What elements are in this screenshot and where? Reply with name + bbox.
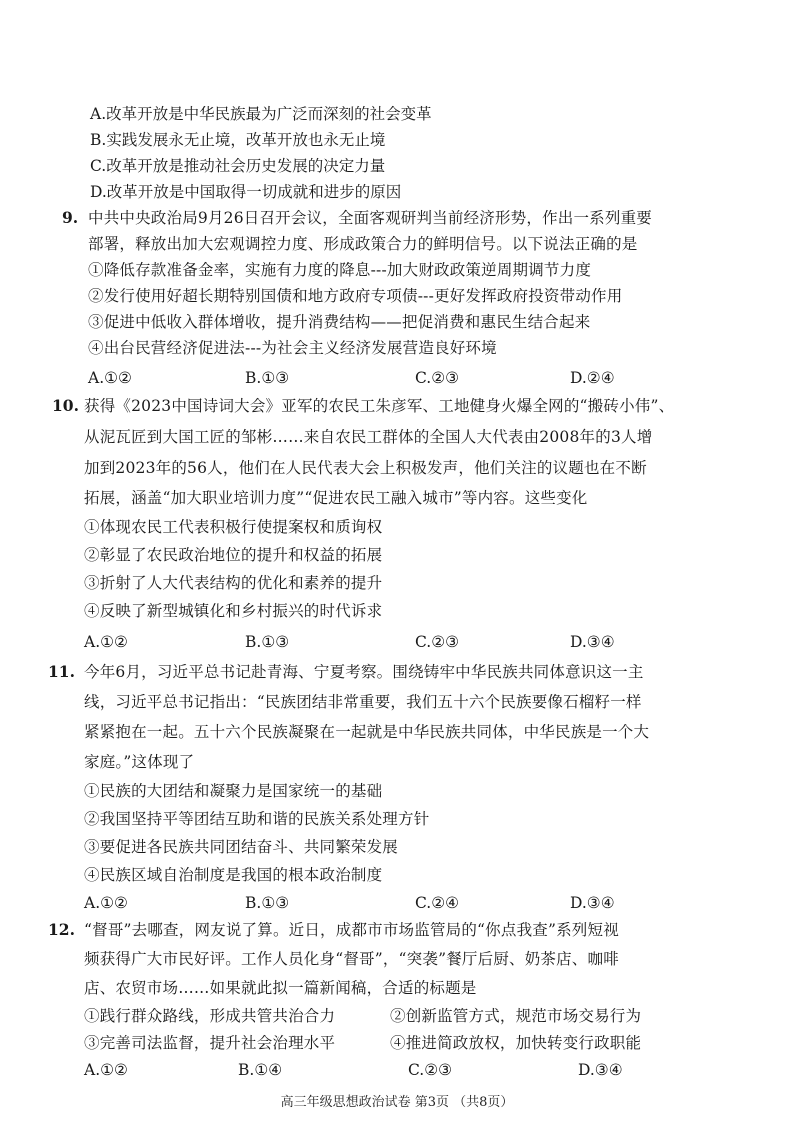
q9-choice-d: D.②④ — [570, 369, 615, 387]
q8-option-b: B.实践发展永无止境，改革开放也永无止境 — [90, 131, 386, 149]
q12-statement-3: ③完善司法监督，提升社会治理水平 — [84, 1034, 336, 1052]
q11-statement-1: ①民族的大团结和凝聚力是国家统一的基础 — [84, 782, 383, 800]
q8-option-d: D.改革开放是中国取得一切成就和进步的原因 — [90, 183, 402, 201]
q9-statement-4: ④出台民营经济促进法---为社会主义经济发展营造良好环境 — [88, 339, 497, 357]
q11-statement-2: ②我国坚持平等团结互助和谐的民族关系处理方针 — [84, 810, 430, 828]
q12-choice-d: D.③④ — [578, 1061, 623, 1079]
q10-stem-line-3: 加到2023年的56人，他们在人民代表大会上积极发声，他们关注的议题也在不断 — [84, 459, 647, 477]
q10-choice-a: A.①② — [84, 633, 128, 651]
q10-stem-line-1: 获得《2023中国诗词大会》亚军的农民工朱彦军、工地健身火爆全网的“搬砖小伟”、 — [84, 397, 675, 415]
page-footer: 高三年级思想政治试卷 第3页 （共8页） — [280, 1095, 514, 1110]
q10-stem-line-2: 从泥瓦匠到大国工匠的邹彬……来自农民工群体的全国人大代表由2008年的3人增 — [84, 428, 653, 446]
q11-choice-a: A.①② — [84, 894, 128, 912]
q12-choice-b: B.①④ — [238, 1061, 283, 1079]
q10-choice-d: D.③④ — [570, 633, 615, 651]
q12-stem-line-3: 店、农贸市场……如果就此拟一篇新闻稿，合适的标题是 — [84, 979, 477, 997]
q11-choice-d: D.③④ — [570, 894, 615, 912]
q12-statement-1: ①践行群众路线，形成共管共治合力 — [84, 1007, 336, 1025]
q10-stem-line-4: 拓展，涵盖“加大职业培训力度”“促进农民工融入城市”等内容。这些变化 — [84, 489, 588, 507]
q9-choice-a: A.①② — [88, 369, 132, 387]
q9-choice-b: B.①③ — [245, 369, 290, 387]
q12-statement-4: ④推进简政放权，加快转变行政职能 — [390, 1034, 642, 1052]
q10-statement-3: ③折射了人大代表结构的优化和素养的提升 — [84, 574, 383, 592]
q8-option-c: C.改革开放是推动社会历史发展的决定力量 — [90, 157, 386, 175]
q11-stem-line-2: 线，习近平总书记指出：“民族团结非常重要，我们五十六个民族要像石榴籽一样 — [84, 693, 642, 711]
q10-statement-4: ④反映了新型城镇化和乡村振兴的时代诉求 — [84, 602, 383, 620]
q11-statement-4: ④民族区域自治制度是我国的根本政治制度 — [84, 866, 383, 884]
q12-choice-a: A.①② — [84, 1061, 128, 1079]
q10-statement-2: ②彰显了农民政治地位的提升和权益的拓展 — [84, 546, 383, 564]
q9-stem-line-2: 部署，释放出加大宏观调控力度、形成政策合力的鲜明信号。以下说法正确的是 — [88, 235, 638, 253]
q11-stem-line-4: 家庭。”这体现了 — [84, 753, 195, 771]
q11-number: 11. — [48, 662, 75, 681]
q9-number: 9. — [62, 208, 79, 227]
q9-stem-line-1: 中共中央政治局9月26日召开会议，全面客观研判当前经济形势，作出一系列重要 — [88, 209, 652, 227]
q11-stem-line-3: 紧紧抱在一起。五十六个民族凝聚在一起就是中华民族共同体，中华民族是一个大 — [84, 723, 650, 741]
q9-choice-c: C.②③ — [415, 369, 460, 387]
q10-choice-b: B.①③ — [245, 633, 290, 651]
q10-choice-c: C.②③ — [415, 633, 460, 651]
q12-choice-c: C.②③ — [408, 1061, 453, 1079]
q11-statement-3: ③要促进各民族共同团结奋斗、共同繁荣发展 — [84, 838, 399, 856]
q11-choice-c: C.②④ — [415, 894, 460, 912]
q9-statement-2: ②发行使用好超长期特别国债和地方政府专项债---更好发挥政府投资带动作用 — [88, 287, 623, 305]
q11-choice-b: B.①③ — [245, 894, 290, 912]
q9-statement-1: ①降低存款准备金率，实施有力度的降息---加大财政政策逆周期调节力度 — [88, 261, 592, 279]
q12-stem-line-1: “督哥”去哪查，网友说了算。近日，成都市市场监管局的“你点我查”系列短视 — [84, 921, 619, 939]
q10-statement-1: ①体现农民工代表积极行使提案权和质询权 — [84, 518, 383, 536]
q10-number: 10. — [52, 396, 79, 415]
q11-stem-line-1: 今年6月，习近平总书记赴青海、宁夏考察。围绕铸牢中华民族共同体意识这一主 — [84, 663, 644, 681]
q8-option-a: A.改革开放是中华民族最为广泛而深刻的社会变革 — [90, 105, 432, 123]
q12-stem-line-2: 频获得广大市民好评。工作人员化身“督哥”，“突袭”餐厅后厨、奶茶店、咖啡 — [84, 950, 619, 968]
q12-statement-2: ②创新监管方式，规范市场交易行为 — [390, 1007, 642, 1025]
q9-statement-3: ③促进中低收入群体增收，提升消费结构——把促消费和惠民生结合起来 — [88, 313, 591, 331]
q12-number: 12. — [48, 920, 75, 939]
